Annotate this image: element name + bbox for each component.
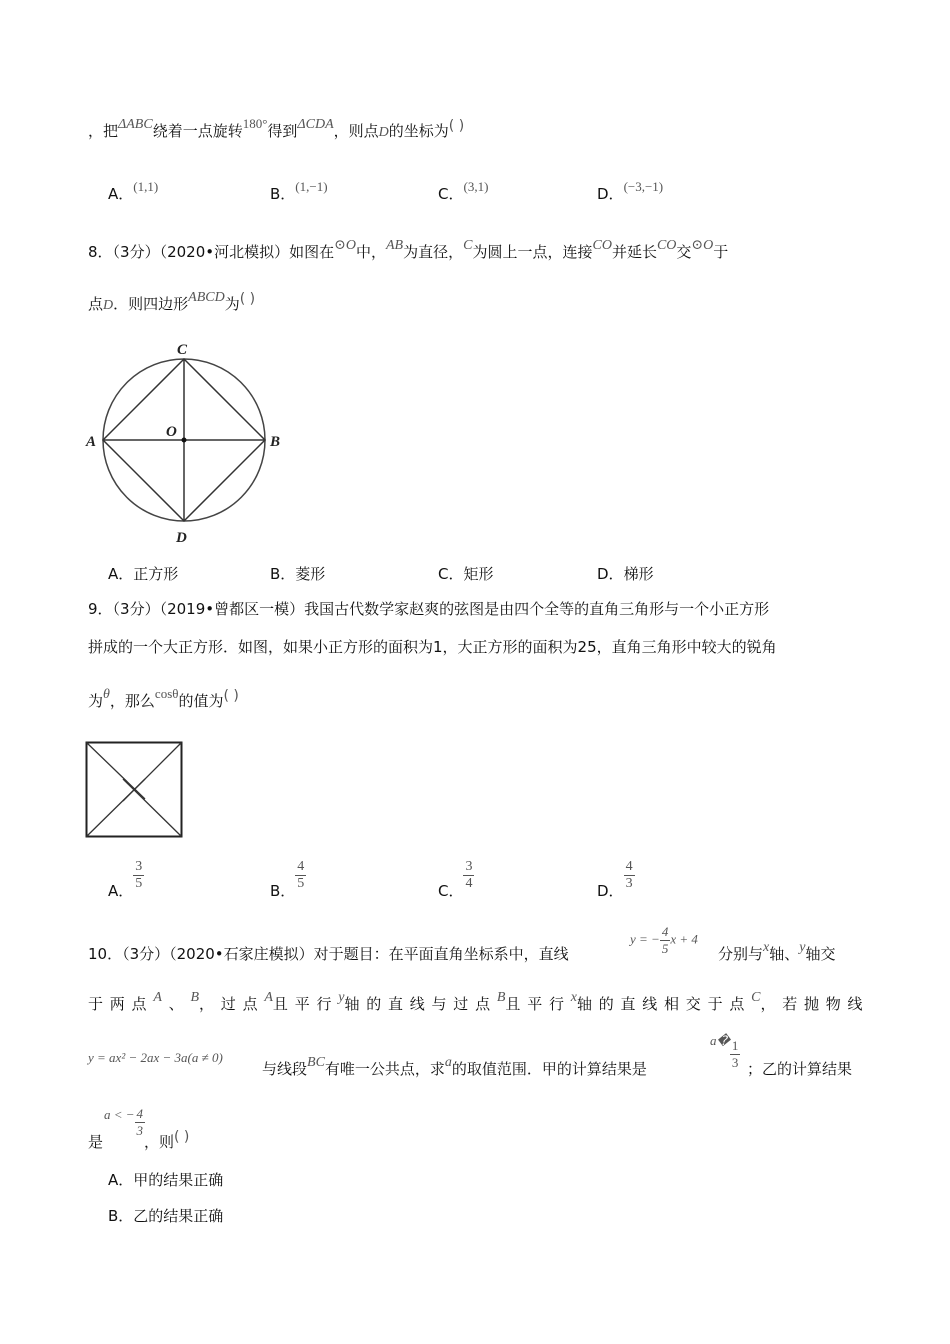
q8-option-d[interactable]: D．梯形 [597,565,654,583]
q8-option-c[interactable]: C．矩形 [438,565,494,583]
q10-option-a[interactable]: A．甲的结果正确 [108,1171,224,1189]
label-c: C [177,342,188,358]
q8-option-a[interactable]: A．正方形 [108,565,179,583]
label-d: D [176,530,187,546]
q7-stem: ，把ΔABC绕着一点旋转180°得到ΔCDA，则点D的坐标为( ) [88,116,465,140]
q8-option-b[interactable]: B．菱形 [270,565,326,583]
seg-3 [123,779,182,837]
center-point [182,438,187,443]
q10-stem-line3: 与线段BC有唯一公共点，求a的取值范围．甲的计算结果是 [262,1055,647,1078]
q9-stem-line1: 9．（3分）（2019•曾都区一模）我国古代数学家赵爽的弦图是由四个全等的直角三角形与一个小正方形 [88,600,770,618]
q7-option-c[interactable]: C．(3,1) [438,179,489,203]
q10-stem-line2: 于 两 点 A 、 B， 过 点 A且 平 行 y轴 的 直 线 与 过 点 B且 平 行 x轴 的 直 线 相 交 于 点 C， 若 抛 物 线 [88,990,863,1013]
q10-stem-line4a: 是 [88,1133,104,1151]
q9-stem-line2: 拼成的一个大正方形．如图，如果小正方形的面积为1，大正方形的面积为25，直角三角形中较大的锐角 [88,638,777,656]
q8-stem-line2: 点D．则四边形ABCD为( ) [88,290,256,313]
label-o: O [166,424,177,440]
q10-stem-line1b: 分别与x轴、y轴交 [718,940,836,963]
q10-yi-result: a < − $\frac{4}{3}$ [104,1106,144,1138]
q9-option-d[interactable]: D． $\frac{4}{3}$ [597,859,633,900]
seg-4 [87,779,146,837]
q9-option-a[interactable]: A． $\frac{3}{5}$ [108,859,143,900]
q8-circle-figure [80,336,290,551]
q8-stem-line1: 8．（3分）（2020•河北模拟）如图在⊙O中，AB为直径，C为圆上一点，连接CO并延长CO交⊙O于 [88,238,729,261]
q9-option-c[interactable]: C． $\frac{3}{4}$ [438,859,473,900]
q7-option-d[interactable]: D．(−3,−1) [597,179,664,203]
q10-stem-line3b: ；乙的计算结果 [747,1060,853,1078]
label-b: B [270,434,281,450]
label-a: A [86,434,97,450]
q10-stem-line1: 10．（3分）（2020•石家庄模拟）对于题目：在平面直角坐标系中，直线 [88,945,569,963]
q7-option-a[interactable]: A．(1,1) [108,179,159,203]
q9-option-b[interactable]: B． $\frac{4}{5}$ [270,859,305,900]
q10-jia-result: a� $\frac{1}{3}$ [710,1033,739,1070]
q10-option-b[interactable]: B．乙的结果正确 [108,1207,224,1225]
q10-stem-line4b: ，则( ) [144,1129,190,1151]
q9-zhao-shuang-figure [85,741,185,839]
q10-parabola-equation: y = ax² − 2ax − 3a(a ≠ 0) [88,1050,223,1065]
q7-option-b[interactable]: B．(1,−1) [270,179,328,203]
q9-stem-line3: 为θ，那么cosθ的值为( ) [88,686,239,710]
q10-line-equation: y = − $\frac{4}{5}$ x + 4 [630,924,698,956]
seg-1 [87,743,146,800]
